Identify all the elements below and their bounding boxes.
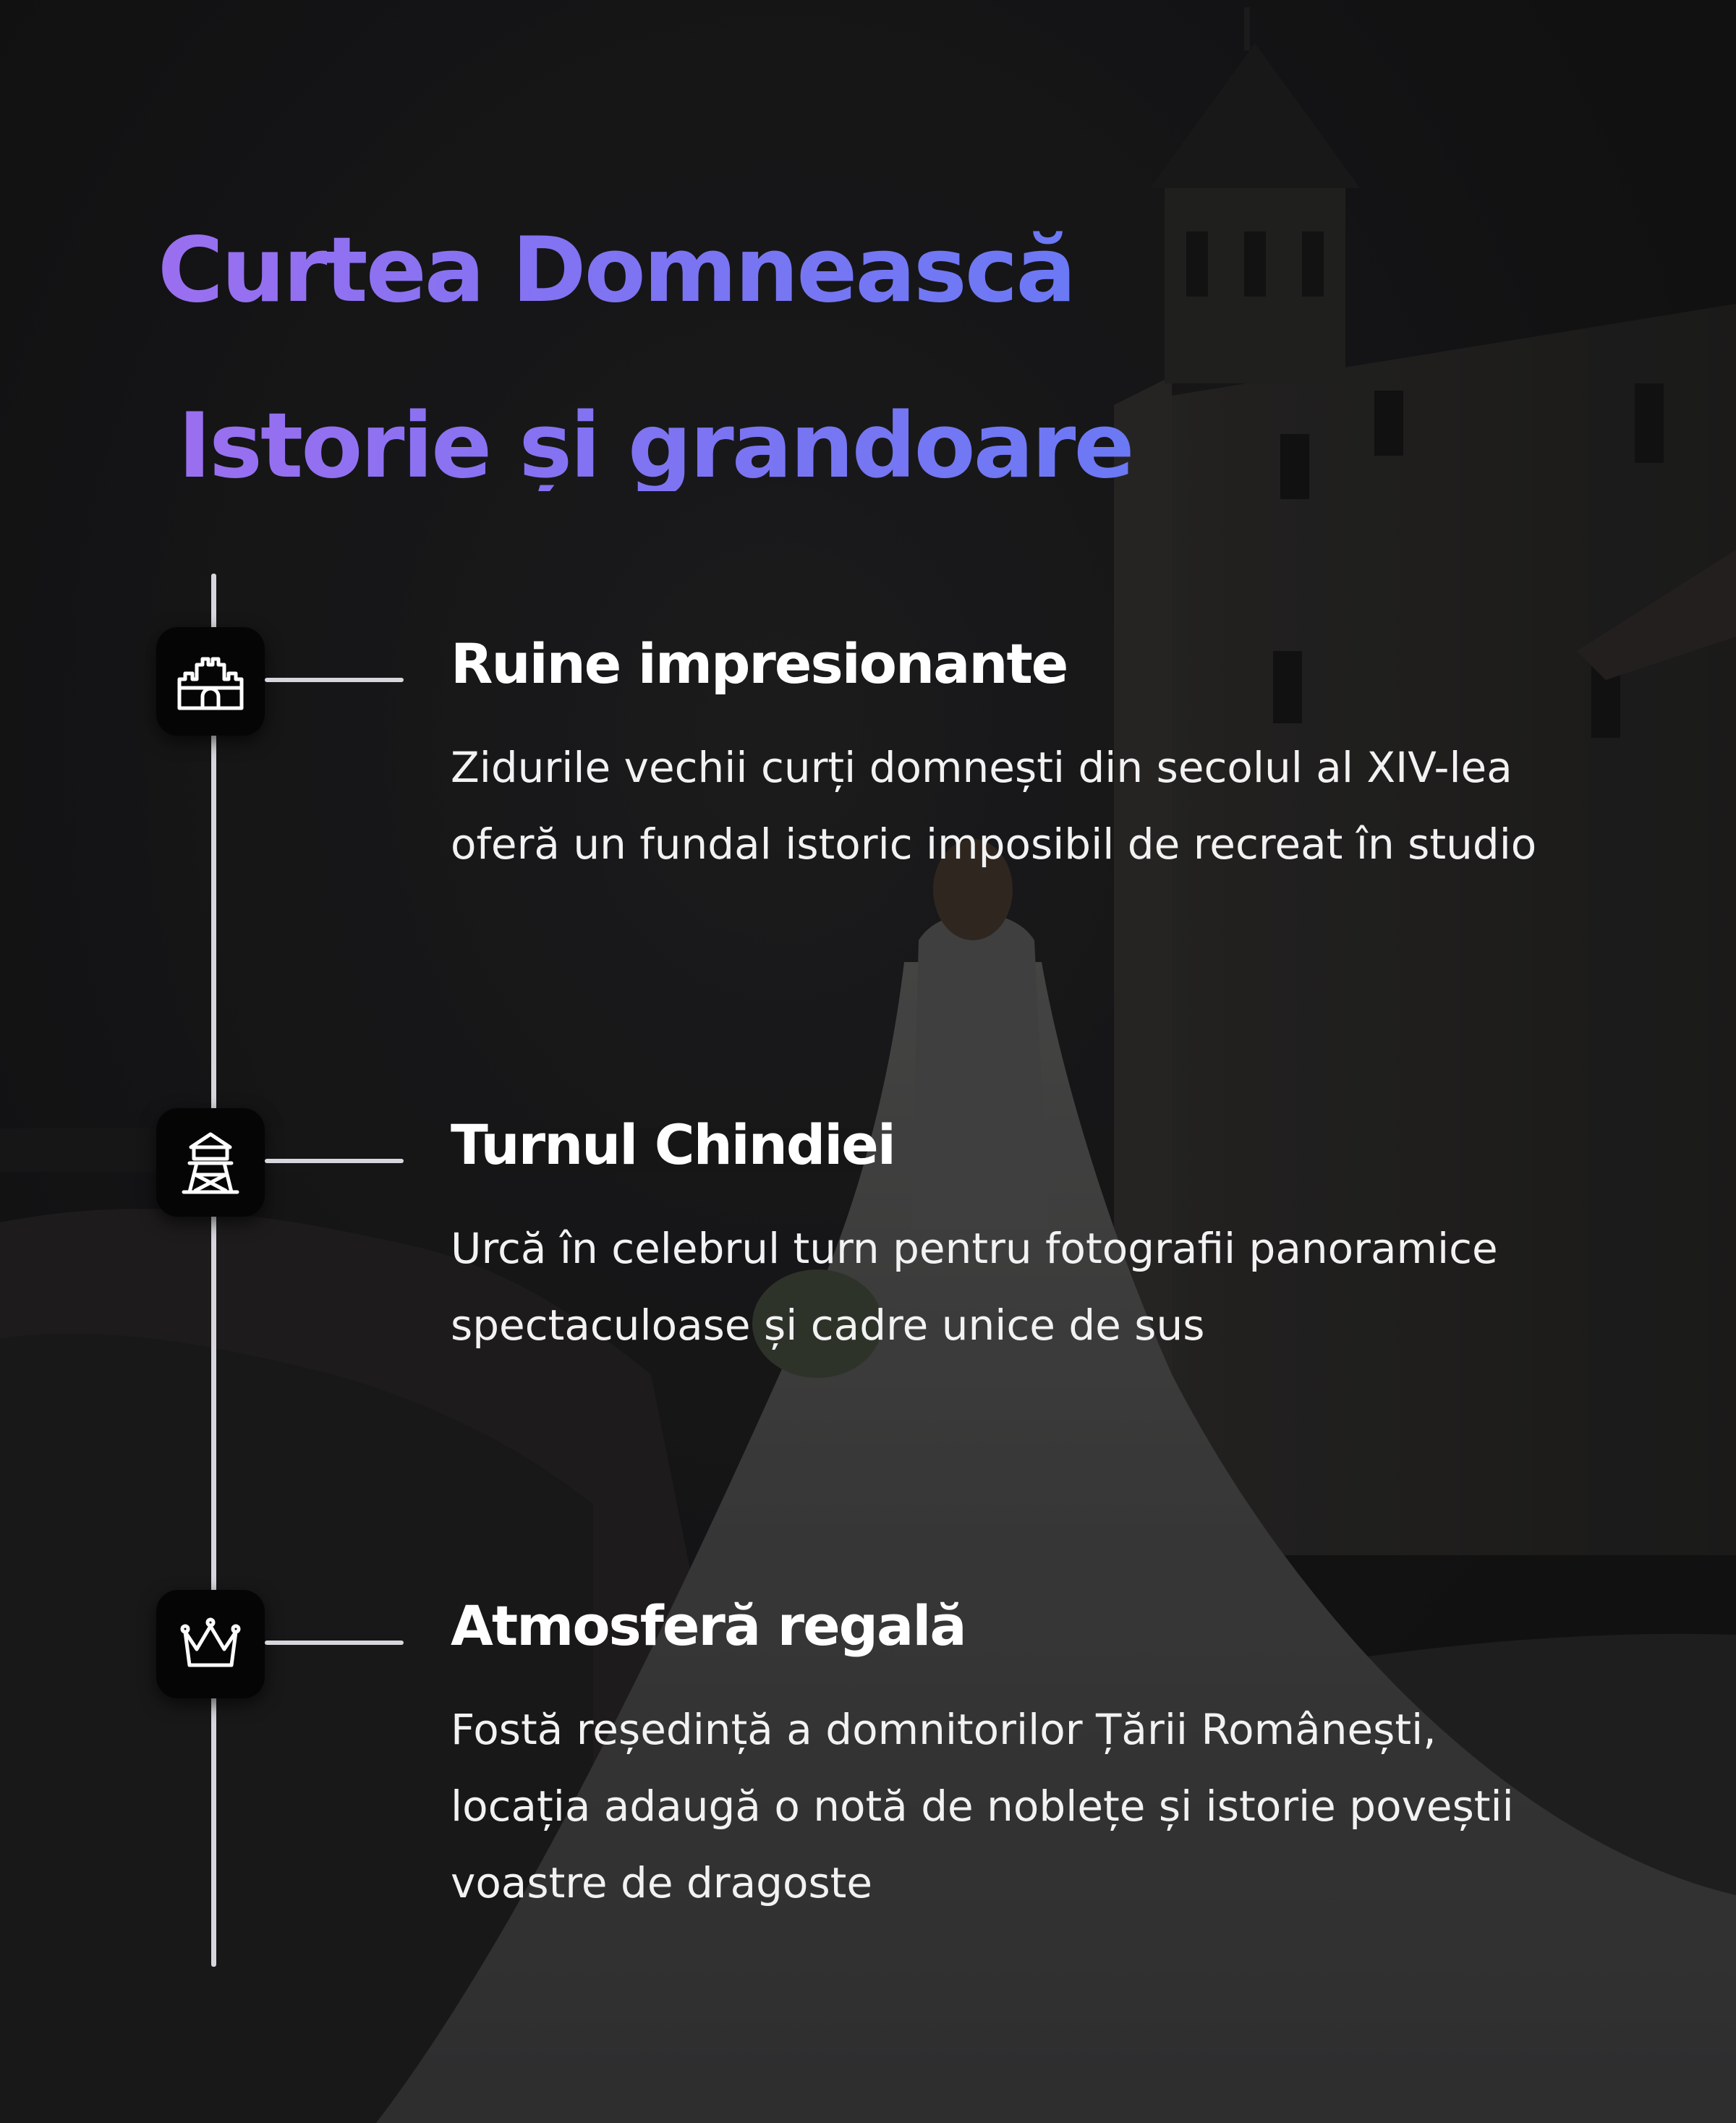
feature-title: Turnul Chindiei	[451, 1112, 895, 1177]
timeline-connector	[265, 1641, 404, 1645]
timeline-connector	[265, 1159, 404, 1163]
feature-description: Fostă reședință a domnitorilor Țării Românești, locația adaugă o notă de noblețe și istorie poveștii voastre de dragoste	[451, 1705, 1514, 1907]
watchtower-icon	[156, 1108, 265, 1217]
timeline-line	[211, 574, 216, 1967]
castle-icon	[156, 627, 265, 736]
crown-icon	[156, 1590, 265, 1698]
title-line-1: Curtea Domnească	[158, 218, 1075, 323]
feature-description: Zidurile vechii curți domnești din secolul al XIV-lea oferă un fundal istoric imposibil de recreat în studio	[451, 743, 1537, 869]
title-line-2: Istorie și grandoare	[178, 394, 1133, 498]
feature-title: Atmosferă regală	[451, 1594, 966, 1658]
feature-description: Urcă în celebrul turn pentru fotografii panoramice spectaculoase și cadre unice de sus	[451, 1224, 1498, 1350]
timeline-connector	[265, 678, 404, 682]
feature-title: Ruine impresionante	[451, 631, 1068, 696]
